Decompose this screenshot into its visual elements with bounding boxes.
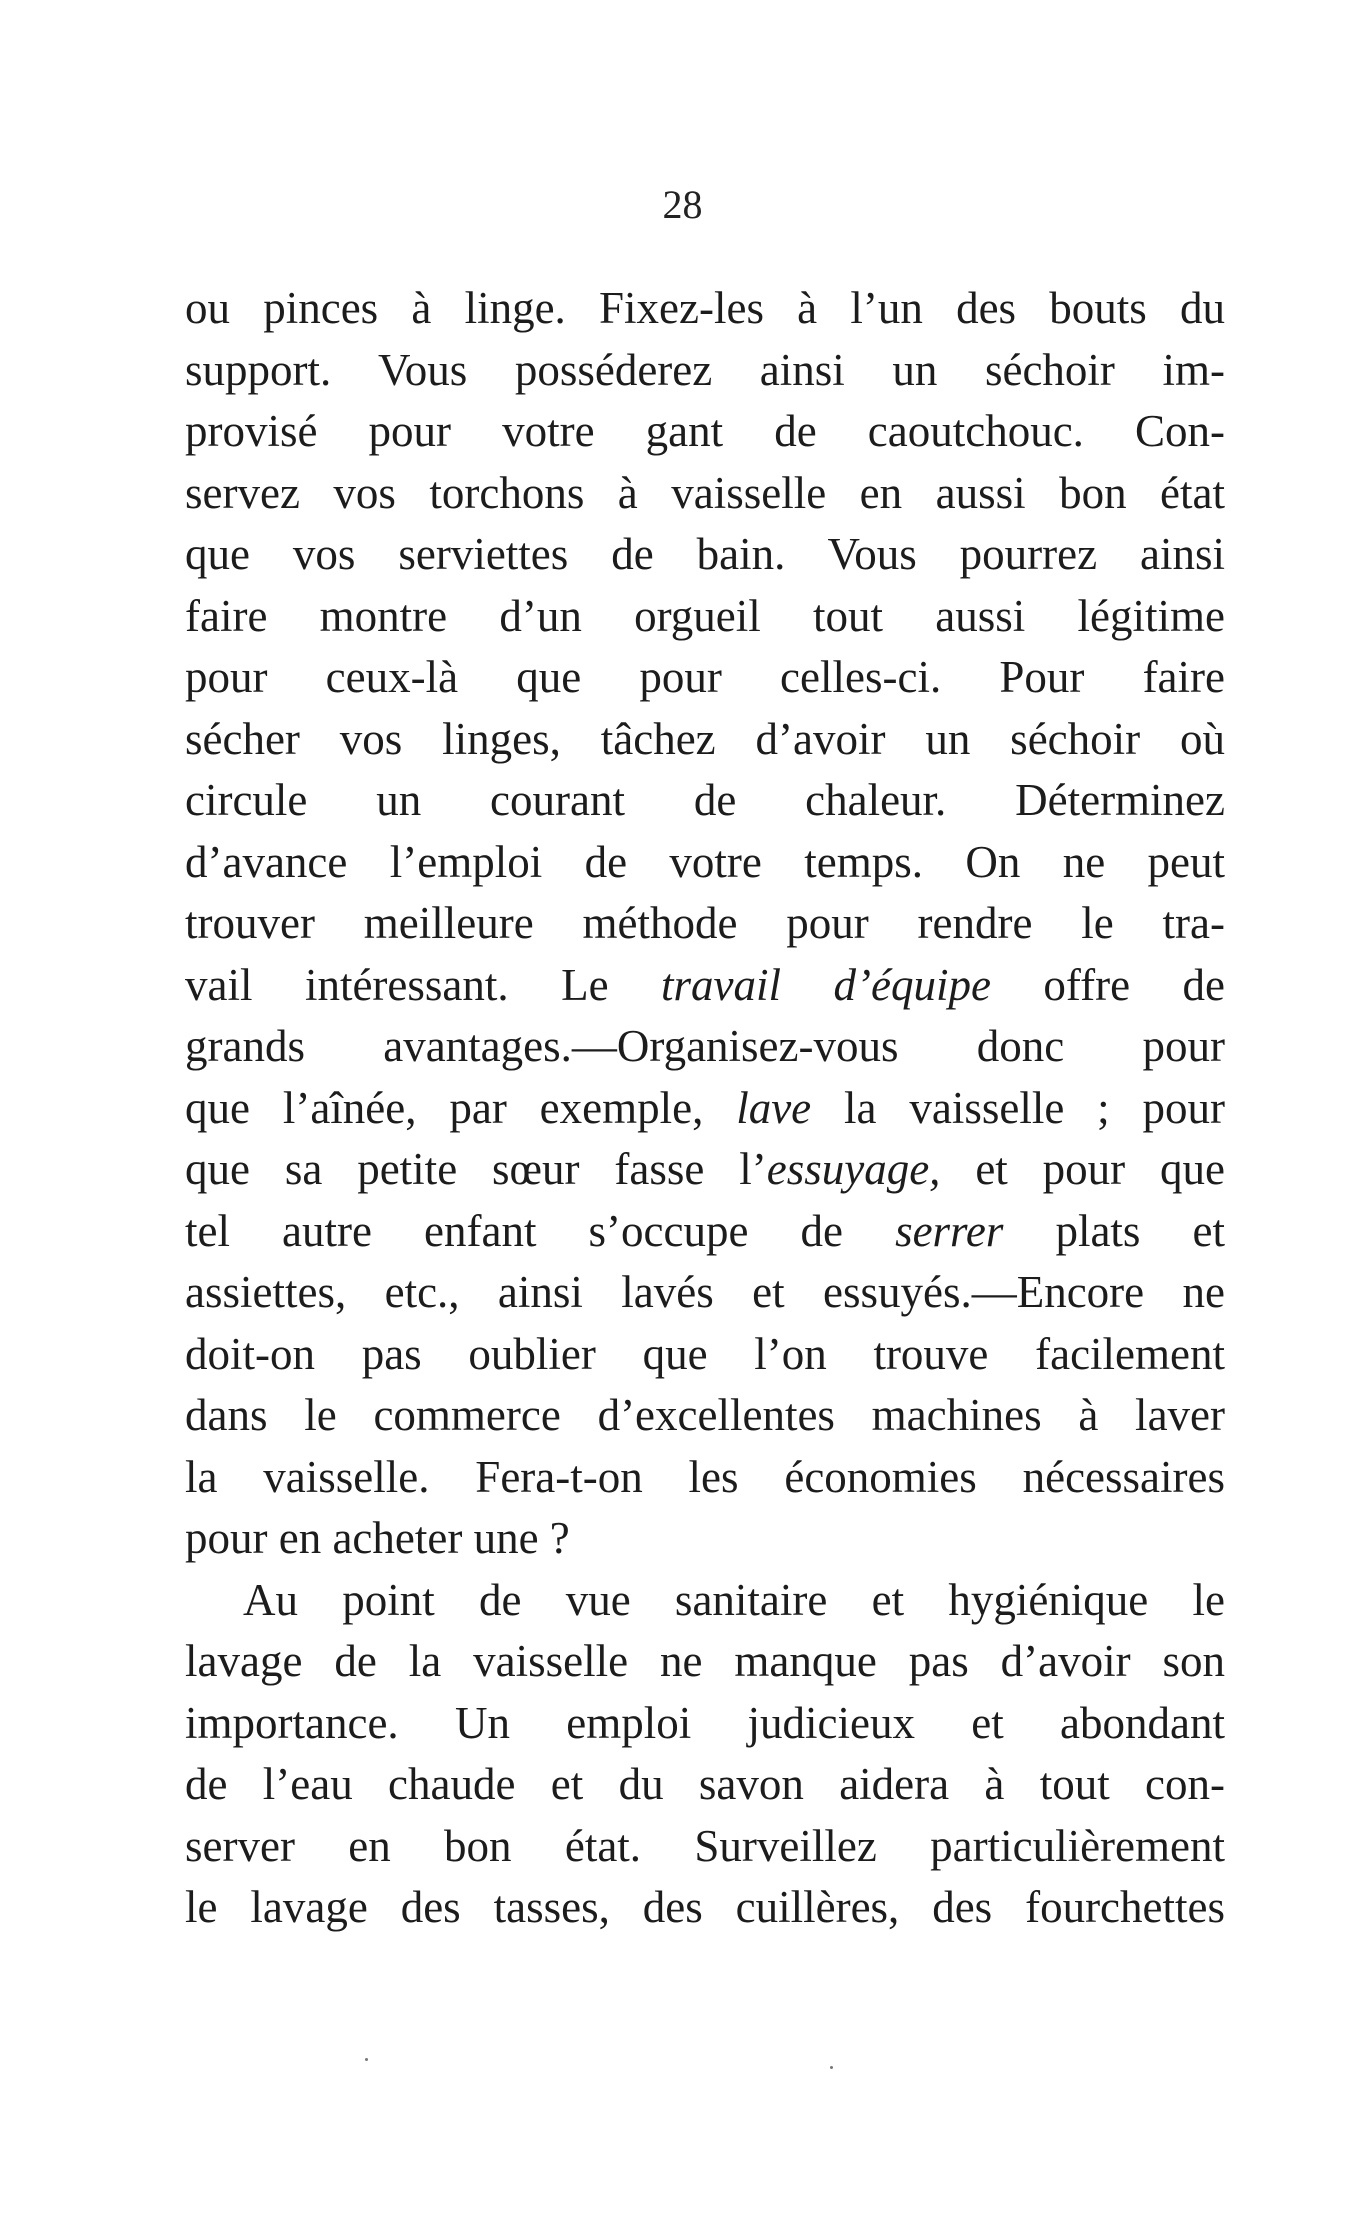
italic-phrase: travail d’équipe <box>661 959 991 1010</box>
text-run: que l’aînée, par exemple, <box>185 1082 737 1133</box>
page-number: 28 <box>662 182 703 227</box>
text-run: et pour que <box>940 1144 1225 1194</box>
text-line: servez vos torchons à vaisselle en aussi bon état <box>185 467 1225 518</box>
text-line <box>185 1078 1225 1140</box>
italic-word: lave <box>736 1082 812 1133</box>
text-line: que vos serviettes de bain. Vous pourrez ainsi <box>185 529 1225 579</box>
text-line: dans le commerce d’excellentes machines à laver <box>185 1390 1225 1440</box>
print-speck <box>365 2058 368 2061</box>
text-line: assiettes, etc., ainsi lavés et essuyés.—Encore ne <box>185 1267 1225 1317</box>
text-run: vail intéressant. Le <box>185 959 662 1010</box>
text-line: provisé pour votre gant de caoutchouc. Con- <box>185 406 1225 456</box>
text-line: faire montre d’un orgueil tout aussi légitime <box>185 590 1225 641</box>
text-run: la vaisselle ; pour <box>811 1082 1226 1133</box>
text-line: le lavage des tasses, des cuillères, des fourchettes <box>185 1882 1225 1932</box>
text-line: pour en acheter une ? <box>185 1513 570 1563</box>
text-run: tel autre enfant s’occupe de <box>185 1205 896 1256</box>
text-line: de l’eau chaude et du savon aidera à tout con- <box>185 1759 1225 1809</box>
text-line: trouver meilleure méthode pour rendre le tra- <box>185 898 1225 948</box>
body-text <box>185 278 1225 1939</box>
paragraph-2 <box>185 1570 1225 1939</box>
italic-word: serrer <box>895 1205 1004 1256</box>
text-line: d’avance l’emploi de votre temps. On ne peut <box>185 836 1225 887</box>
text-line <box>185 1201 1225 1263</box>
text-line: pour ceux-là que pour celles-ci. Pour faire <box>185 652 1225 702</box>
text-line: doit-on pas oublier que l’on trouve facilement <box>185 1328 1225 1379</box>
text-line: ou pinces à linge. Fixez-les à l’un des bouts du <box>185 283 1225 333</box>
print-speck <box>830 2066 833 2069</box>
text-run: plats et <box>1003 1205 1225 1256</box>
text-run: offre de <box>990 959 1225 1010</box>
text-run: que sa petite sœur fasse l’ <box>185 1144 767 1194</box>
text-line: Au point de vue sanitaire et hygiénique le <box>243 1574 1225 1625</box>
text-line: la vaisselle. Fera-t-on les économies nécessaires <box>185 1451 1225 1502</box>
text-line: server en bon état. Surveillez particulièrement <box>185 1820 1225 1871</box>
text-line: circule un courant de chaleur. Déterminez <box>185 775 1225 825</box>
text-line <box>185 1139 1225 1201</box>
text-line: grands avantages.—Organisez-vous donc pour <box>185 1021 1225 1071</box>
paragraph-1 <box>185 278 1225 1570</box>
text-line: sécher vos linges, tâchez d’avoir un séchoir où <box>185 713 1225 764</box>
text-line <box>185 955 1225 1017</box>
text-line: lavage de la vaisselle ne manque pas d’avoir son <box>185 1636 1225 1686</box>
italic-word: essuyage, <box>766 1144 941 1194</box>
text-line: support. Vous posséderez ainsi un séchoir im- <box>185 344 1225 395</box>
text-line: importance. Un emploi judicieux et abondant <box>185 1697 1225 1748</box>
